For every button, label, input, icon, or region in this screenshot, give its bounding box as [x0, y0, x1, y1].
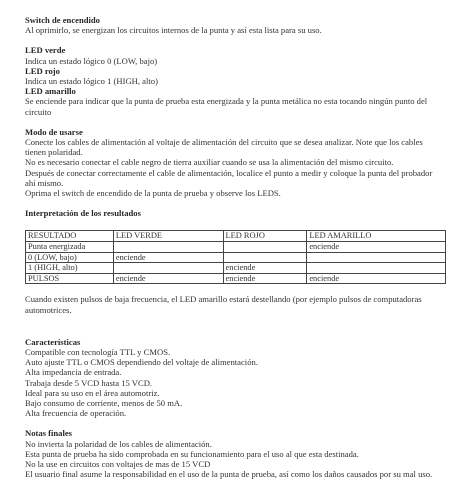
table-row: [26, 273, 446, 284]
table-cell: enciende: [223, 263, 307, 274]
results-note-line-1: Cuando existen pulsos de baja frecuencia, el LED amarillo estará destellando (por ejemplo pulsos de computadoras: [25, 294, 422, 305]
table-cell: enciende: [113, 273, 223, 284]
led-yellow-heading: LED amarillo: [25, 86, 76, 97]
results-table: [25, 230, 446, 284]
notes-section: [25, 428, 449, 479]
led-green-heading: LED verde: [25, 45, 66, 56]
led-section: [25, 45, 449, 116]
features-section: [25, 337, 449, 419]
switch-text: Al oprimirlo, se energizan los circuitos internos de la punta y así esta lista para su uso.: [25, 25, 322, 36]
note-item: Esta punta de prueba ha sido comprobada en su funcionamiento para el uso al que esta destinada.: [25, 448, 359, 459]
usage-line: Después de conectar correctamente el cable de alimentación, localice el punto a medir y coloque la punta del probador: [25, 167, 433, 178]
usage-section: [25, 127, 449, 198]
notes-heading: Notas finales: [25, 428, 73, 439]
table-cell: Punta energizada: [26, 242, 114, 253]
table-cell: [307, 263, 446, 274]
usage-line: ahí mismo.: [25, 177, 64, 188]
table-row: [26, 252, 446, 263]
switch-section: [25, 15, 449, 35]
table-cell: enciende: [307, 242, 446, 253]
results-heading: Interpretación de los resultados: [25, 208, 141, 219]
column-header: LED ROJO: [223, 231, 307, 242]
led-green-text: Indica un estado lógico 0 (LOW, bajo): [25, 55, 158, 66]
features-heading: Características: [25, 336, 81, 347]
switch-heading: Switch de encendido: [25, 15, 100, 25]
results-note-line-2: automotrices.: [25, 304, 72, 315]
feature-item: Auto ajuste TTL o CMOS dependiendo del voltaje de alimentación.: [25, 357, 258, 368]
led-yellow-text-2: circuito: [25, 106, 52, 117]
results-note: [25, 294, 449, 314]
feature-item: Ideal para su uso en el área automotriz.: [25, 387, 160, 398]
results-section: [25, 208, 449, 284]
table-cell: [223, 252, 307, 263]
table-cell: 0 (LOW, bajo): [26, 252, 114, 263]
table-cell: PULSOS: [26, 273, 114, 284]
usage-heading: Modo de usarse: [25, 126, 83, 137]
column-header: LED VERDE: [113, 231, 223, 242]
table-cell: enciende: [223, 273, 307, 284]
table-cell: [113, 242, 223, 253]
table-cell: [223, 242, 307, 253]
table-cell: 1 (HIGH, alto): [26, 263, 114, 274]
note-item: El usuario final asume la responsabilidad en el uso de la punta de prueba, así como los daños causados por su mal uso.: [25, 469, 433, 480]
results-header-row: [26, 231, 446, 242]
table-row: [26, 263, 446, 274]
feature-item: Compatible con tecnología TTL y CMOS.: [25, 347, 171, 358]
feature-item: Trabaja desde 5 VCD hasta 15 VCD.: [25, 377, 153, 388]
feature-item: Bajo consumo de corriente, menos de 50 mA.: [25, 398, 183, 409]
table-cell: [113, 263, 223, 274]
column-header: RESULTADO: [26, 231, 114, 242]
usage-line: Oprima el switch de encendido de la punta de prueba y observe los LEDS.: [25, 188, 281, 199]
led-red-text: Indica un estado lógico 1 (HIGH, alto): [25, 76, 158, 87]
usage-line: tienen polaridad.: [25, 147, 83, 158]
note-item: No la use en circuitos con voltajes de mas de 15 VCD: [25, 459, 211, 470]
table-row: [26, 242, 446, 253]
led-yellow-text-1: Se enciende para indicar que la punta de prueba esta energizada y la punta metálica no esta tocando ningún punto del: [25, 96, 428, 107]
column-header: LED AMARILLO: [307, 231, 446, 242]
feature-item: Alta impedancia de entrada.: [25, 367, 122, 378]
led-red-heading: LED rojo: [25, 65, 60, 76]
table-cell: enciende: [307, 273, 446, 284]
usage-line: No es necesario conectar el cable negro de tierra auxiliar cuando se usa la alimentación del mismo circuito.: [25, 157, 394, 168]
table-cell: [307, 252, 446, 263]
note-item: No invierta la polaridad de los cables de alimentación.: [25, 438, 212, 449]
feature-item: Alta frecuencia de operación.: [25, 408, 127, 419]
table-cell: enciende: [113, 252, 223, 263]
usage-line: Conecte los cables de alimentación al voltaje de alimentación del circuito que se desea analizar. Note que los cables: [25, 137, 423, 148]
